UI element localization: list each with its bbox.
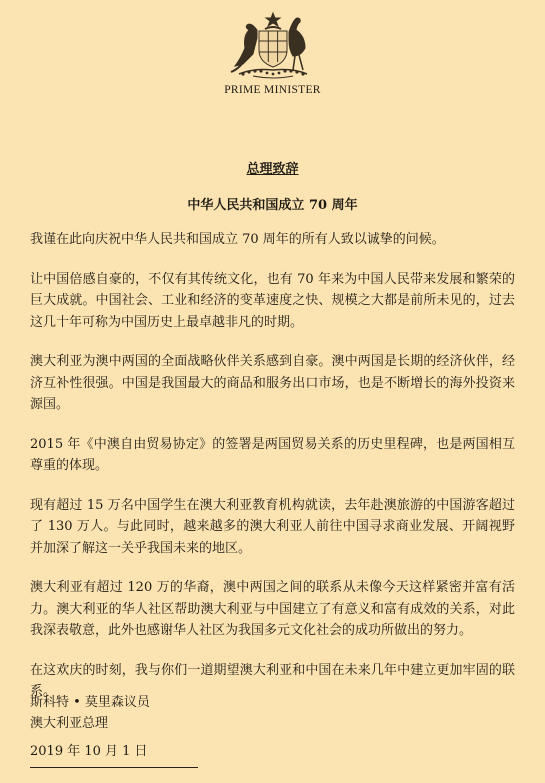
divider <box>30 767 198 768</box>
signatory-position: 澳大利亚总理 <box>30 716 109 731</box>
paragraph: 2015 年《中澳自由贸易协定》的签署是两国贸易关系的历史里程碑，也是两国相互尊重的体现。 <box>30 436 515 473</box>
paragraph: 我谨在此向庆祝中华人民共和国成立 70 周年的所有人致以诚挚的问候。 <box>30 232 445 247</box>
paragraph: 澳大利亚有超过 120 万的华裔，澳中两国之间的联系从未像今天这样紧密并富有活力。澳大利亚的华人社区帮助澳大利亚与中国建立了有意义和富有成效的关系，对此我深表敬意，此外也感谢华人社区为我国多元文化社会的成功所做出的努力。 <box>30 580 515 638</box>
signature-block <box>30 692 150 734</box>
paragraph: 现有超过 15 万名中国学生在澳大利亚教育机构就读，去年赴澳旅游的中国游客超过了 130 万人。与此同时，越来越多的澳大利亚人前往中国寻求商业发展、开阔视野并加深了解这一关乎我国未来的地区。 <box>30 497 516 556</box>
letter-date: 2019 年 10 月 1 日 <box>30 744 148 759</box>
letter-body <box>30 229 515 721</box>
paragraph: 澳大利亚为澳中两国的全面战略伙伴关系感到自豪。澳中两国是长期的经济伙伴，经济互补性很强。中国是我国最大的商品和服务出口市场，也是不断增长的海外投资来源国。 <box>30 354 515 412</box>
coat-of-arms-icon <box>223 10 323 82</box>
signatory-name: 斯科特 • 莫里森议员 <box>30 695 150 710</box>
paragraph: 让中国倍感自豪的，不仅有其传统文化，也有 70 年来为中国人民带来发展和繁荣的巨大成就。中国社会、工业和经济的变革速度之快、规模之大都是前所未见的，过去这几十年可称为中国历史上最卓越非凡的时期。 <box>30 271 515 330</box>
document-subtitle: 中华人民共和国成立 70 周年 <box>187 198 358 213</box>
letterhead-office: PRIME MINISTER <box>224 84 321 96</box>
document-title: 总理致辞 <box>246 162 299 177</box>
paragraph: 在这欢庆的时刻，我与你们一道期望澳大利亚和中国在未来几年中建立更加牢固的联系。 <box>30 662 515 699</box>
